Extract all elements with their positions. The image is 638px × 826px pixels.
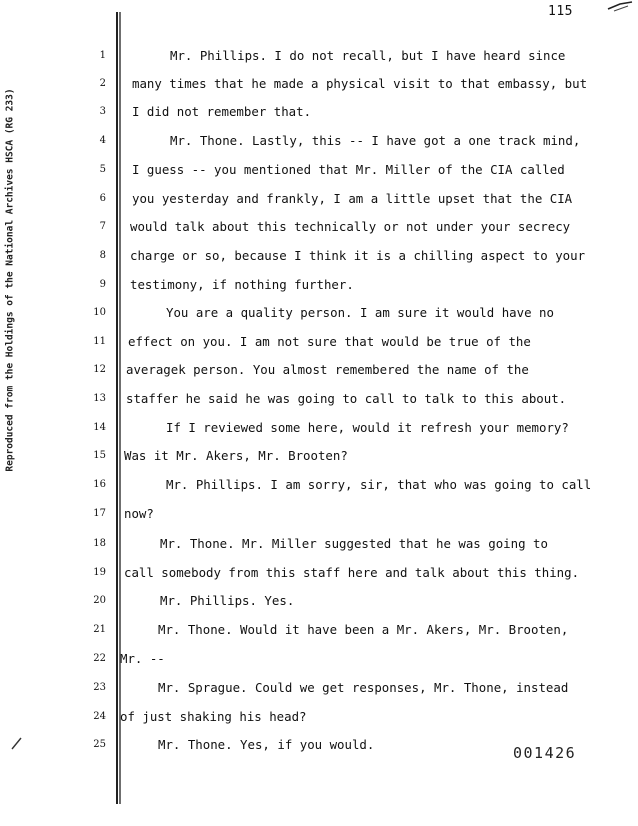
corner-mark	[606, 0, 634, 14]
line-number: 16	[93, 479, 106, 490]
line-number: 13	[93, 393, 106, 404]
document-stamp: 001426	[513, 744, 577, 762]
line-number: 3	[99, 106, 106, 117]
transcript-line: of just shaking his head?	[120, 709, 307, 724]
transcript-line: call somebody from this staff here and talk about this thing.	[124, 565, 580, 580]
line-number: 15	[93, 450, 106, 461]
line-number: 9	[99, 279, 106, 290]
line-number: 12	[93, 364, 106, 375]
transcript-line: Mr. Thone. Lastly, this -- I have got a one track mind,	[170, 133, 581, 148]
transcript-line: many times that he made a physical visit to that embassy, but	[132, 76, 588, 91]
transcript-line: Mr. Sprague. Could we get responses, Mr. Thone, instead	[158, 680, 569, 695]
transcript-line: Mr. Phillips. I do not recall, but I have heard since	[170, 48, 566, 63]
line-number: 25	[93, 739, 106, 750]
line-number: 1	[99, 50, 106, 61]
line-number: 6	[99, 193, 106, 204]
transcript-line: I did not remember that.	[132, 104, 312, 119]
line-number: 17	[93, 508, 106, 519]
transcript-line: would talk about this technically or not under your secrecy	[130, 219, 571, 234]
transcript-line: you yesterday and frankly, I am a little upset that the CIA	[132, 191, 573, 206]
archive-side-stamp	[2, 80, 18, 480]
line-number: 7	[99, 221, 106, 232]
line-number: 4	[99, 135, 106, 146]
margin-scribble	[10, 735, 24, 751]
line-number: 8	[99, 250, 106, 261]
transcript-line: charge or so, because I think it is a chilling aspect to your	[130, 248, 586, 263]
line-number: 5	[99, 164, 106, 175]
line-number: 22	[93, 653, 106, 664]
transcript-line: Was it Mr. Akers, Mr. Brooten?	[124, 448, 348, 463]
page-number: 115	[548, 4, 573, 19]
margin-rule	[116, 12, 118, 804]
transcript-line: Mr. Thone. Mr. Miller suggested that he was going to	[160, 536, 548, 551]
transcript-line: averagek person. You almost remembered the name of the	[126, 362, 529, 377]
transcript-line: I guess -- you mentioned that Mr. Miller of the CIA called	[132, 162, 565, 177]
line-number: 20	[93, 595, 106, 606]
line-number: 23	[93, 682, 106, 693]
margin-rule-secondary	[119, 12, 121, 804]
transcript-line: testimony, if nothing further.	[130, 277, 354, 292]
transcript-line: staffer he said he was going to call to talk to this about.	[126, 391, 567, 406]
line-number: 11	[93, 336, 106, 347]
transcript-line: You are a quality person. I am sure it would have no	[166, 305, 554, 320]
line-number: 19	[93, 567, 106, 578]
line-number: 10	[93, 307, 106, 318]
transcript-line: If I reviewed some here, would it refresh your memory?	[166, 420, 569, 435]
line-number: 2	[99, 78, 106, 89]
transcript-line: effect on you. I am not sure that would be true of the	[128, 334, 531, 349]
line-number: 24	[93, 711, 106, 722]
line-number: 18	[93, 538, 106, 549]
line-number: 21	[93, 624, 106, 635]
line-number: 14	[93, 422, 106, 433]
transcript-line: Mr. Phillips. I am sorry, sir, that who was going to call	[166, 477, 592, 492]
transcript-line: Mr. Thone. Would it have been a Mr. Akers, Mr. Brooten,	[158, 622, 569, 637]
transcript-line: Mr. --	[120, 651, 165, 666]
transcript-line: now?	[124, 506, 154, 521]
archive-side-stamp-text: Reproduced from the Holdings of the National Archives HSCA (RG 233)	[4, 88, 16, 472]
transcript-line: Mr. Phillips. Yes.	[160, 593, 295, 608]
transcript-line: Mr. Thone. Yes, if you would.	[158, 737, 375, 752]
